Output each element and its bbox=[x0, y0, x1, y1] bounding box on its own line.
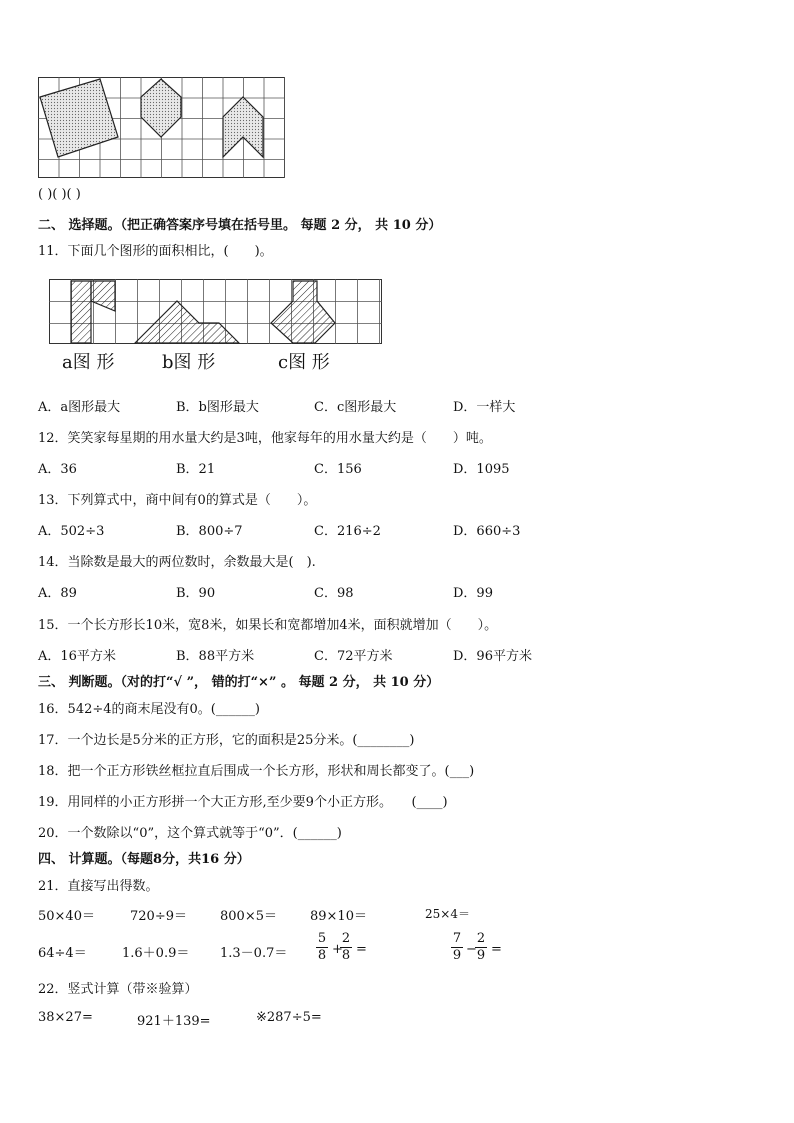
label-b: b图 形 bbox=[162, 352, 216, 373]
arrow-shape bbox=[223, 97, 263, 157]
q11-stem: 11．下面几个图形的面积相比，( )。 bbox=[38, 244, 273, 259]
q13-option-d[interactable]: D．660÷3 bbox=[453, 524, 521, 539]
q12-option-b[interactable]: B．21 bbox=[176, 462, 216, 477]
q15-option-c[interactable]: C．72平方米 bbox=[314, 649, 393, 664]
shape-b bbox=[135, 301, 239, 343]
calc-8[interactable]: 1.3－0.7＝ bbox=[220, 946, 288, 961]
q20[interactable]: 20．一个数除以“0”，这个算式就等于“0”．(______) bbox=[38, 826, 342, 841]
q14-stem: 14．当除数是最大的两位数时，余数最大是( ). bbox=[38, 555, 316, 570]
label-c: c图 形 bbox=[278, 352, 330, 373]
vertical-calc-2[interactable]: 921＋139= bbox=[137, 1014, 211, 1029]
q14-option-b[interactable]: B．90 bbox=[176, 586, 216, 601]
q15-stem: 15．一个长方形长10米，宽8米，如果长和宽都增加4米，面积就增加（ ）。 bbox=[38, 618, 498, 633]
shape-a bbox=[71, 281, 91, 343]
equals-sign-2[interactable]: = bbox=[491, 942, 502, 957]
q12-stem: 12．笑笑家每星期的用水量大约是3吨，他家每年的用水量大约是（ ）吨。 bbox=[38, 431, 492, 446]
q19[interactable]: 19．用同样的小正方形拼一个大正方形,至少要9个小正方形。 (____) bbox=[38, 795, 448, 810]
vertical-calc-3[interactable]: ※287÷5= bbox=[256, 1010, 322, 1025]
calc-6[interactable]: 64÷4＝ bbox=[38, 946, 87, 961]
q17[interactable]: 17．一个边长是5分米的正方形，它的面积是25分米。(________) bbox=[38, 733, 415, 748]
label-a: a图 形 bbox=[62, 352, 115, 373]
q14-option-c[interactable]: C．98 bbox=[314, 586, 354, 601]
minus-operator: − bbox=[466, 942, 477, 957]
tilted-square-shape bbox=[40, 79, 118, 157]
vertical-calc-1[interactable]: 38×27= bbox=[38, 1010, 93, 1025]
q11-option-a[interactable]: A．a图形最大 bbox=[38, 400, 121, 415]
calc-7[interactable]: 1.6＋0.9＝ bbox=[122, 946, 190, 961]
octagon-shape bbox=[141, 79, 181, 137]
section-3-heading: 三、 判断题。（对的打“√ ”， 错的打“×” 。 每题 2 分， 共 10 分） bbox=[38, 675, 440, 690]
fraction-7-9: 7 9 bbox=[452, 931, 462, 963]
q12-option-d[interactable]: D．1095 bbox=[453, 462, 510, 477]
q21-stem: 21．直接写出得数。 bbox=[38, 879, 159, 894]
section-4-heading: 四、 计算题。（每题8分，共16 分） bbox=[38, 852, 250, 867]
q12-option-a[interactable]: A．36 bbox=[38, 462, 77, 477]
q16[interactable]: 16．542÷4的商末尾没有0。(______) bbox=[38, 702, 260, 717]
fraction-2-9: 2 9 bbox=[476, 931, 486, 963]
shape-a-triangle bbox=[91, 281, 115, 311]
calc-4[interactable]: 89×10＝ bbox=[310, 909, 367, 924]
q13-option-b[interactable]: B．800÷7 bbox=[176, 524, 243, 539]
equals-sign[interactable]: = bbox=[356, 942, 367, 957]
q11-option-b[interactable]: B．b图形最大 bbox=[176, 400, 259, 415]
calc-5[interactable]: 25×4＝ bbox=[425, 907, 470, 921]
shape-c bbox=[271, 281, 335, 343]
fraction-2-8: 2 8 bbox=[341, 931, 351, 963]
symmetry-grid-figure bbox=[38, 77, 286, 179]
plus-operator: + bbox=[332, 942, 343, 957]
calc-3[interactable]: 800×5＝ bbox=[220, 909, 277, 924]
q13-option-c[interactable]: C．216÷2 bbox=[314, 524, 381, 539]
q15-option-d[interactable]: D．96平方米 bbox=[453, 649, 532, 664]
fraction-5-8: 5 8 bbox=[317, 931, 327, 963]
q14-option-d[interactable]: D．99 bbox=[453, 586, 493, 601]
q18[interactable]: 18．把一个正方形铁丝框拉直后围成一个长方形，形状和周长都变了。(___) bbox=[38, 764, 475, 779]
q22-stem: 22．竖式计算（带※验算） bbox=[38, 982, 198, 997]
q12-option-c[interactable]: C．156 bbox=[314, 462, 362, 477]
q11-option-c[interactable]: C．c图形最大 bbox=[314, 400, 397, 415]
q11-option-d[interactable]: D．一样大 bbox=[453, 400, 516, 415]
q15-option-b[interactable]: B．88平方米 bbox=[176, 649, 255, 664]
q13-stem: 13．下列算式中，商中间有0的算式是（ ）。 bbox=[38, 493, 317, 508]
q11-area-grid bbox=[49, 279, 383, 345]
section-2-heading: 二、 选择题。（把正确答案序号填在括号里。 每题 2 分， 共 10 分） bbox=[38, 218, 442, 233]
calc-2[interactable]: 720÷9＝ bbox=[130, 909, 187, 924]
q13-option-a[interactable]: A．502÷3 bbox=[38, 524, 105, 539]
q14-option-a[interactable]: A．89 bbox=[38, 586, 77, 601]
answer-blanks[interactable]: ( )( )( ) bbox=[38, 187, 81, 202]
q15-option-a[interactable]: A．16平方米 bbox=[38, 649, 116, 664]
calc-1[interactable]: 50×40＝ bbox=[38, 909, 95, 924]
